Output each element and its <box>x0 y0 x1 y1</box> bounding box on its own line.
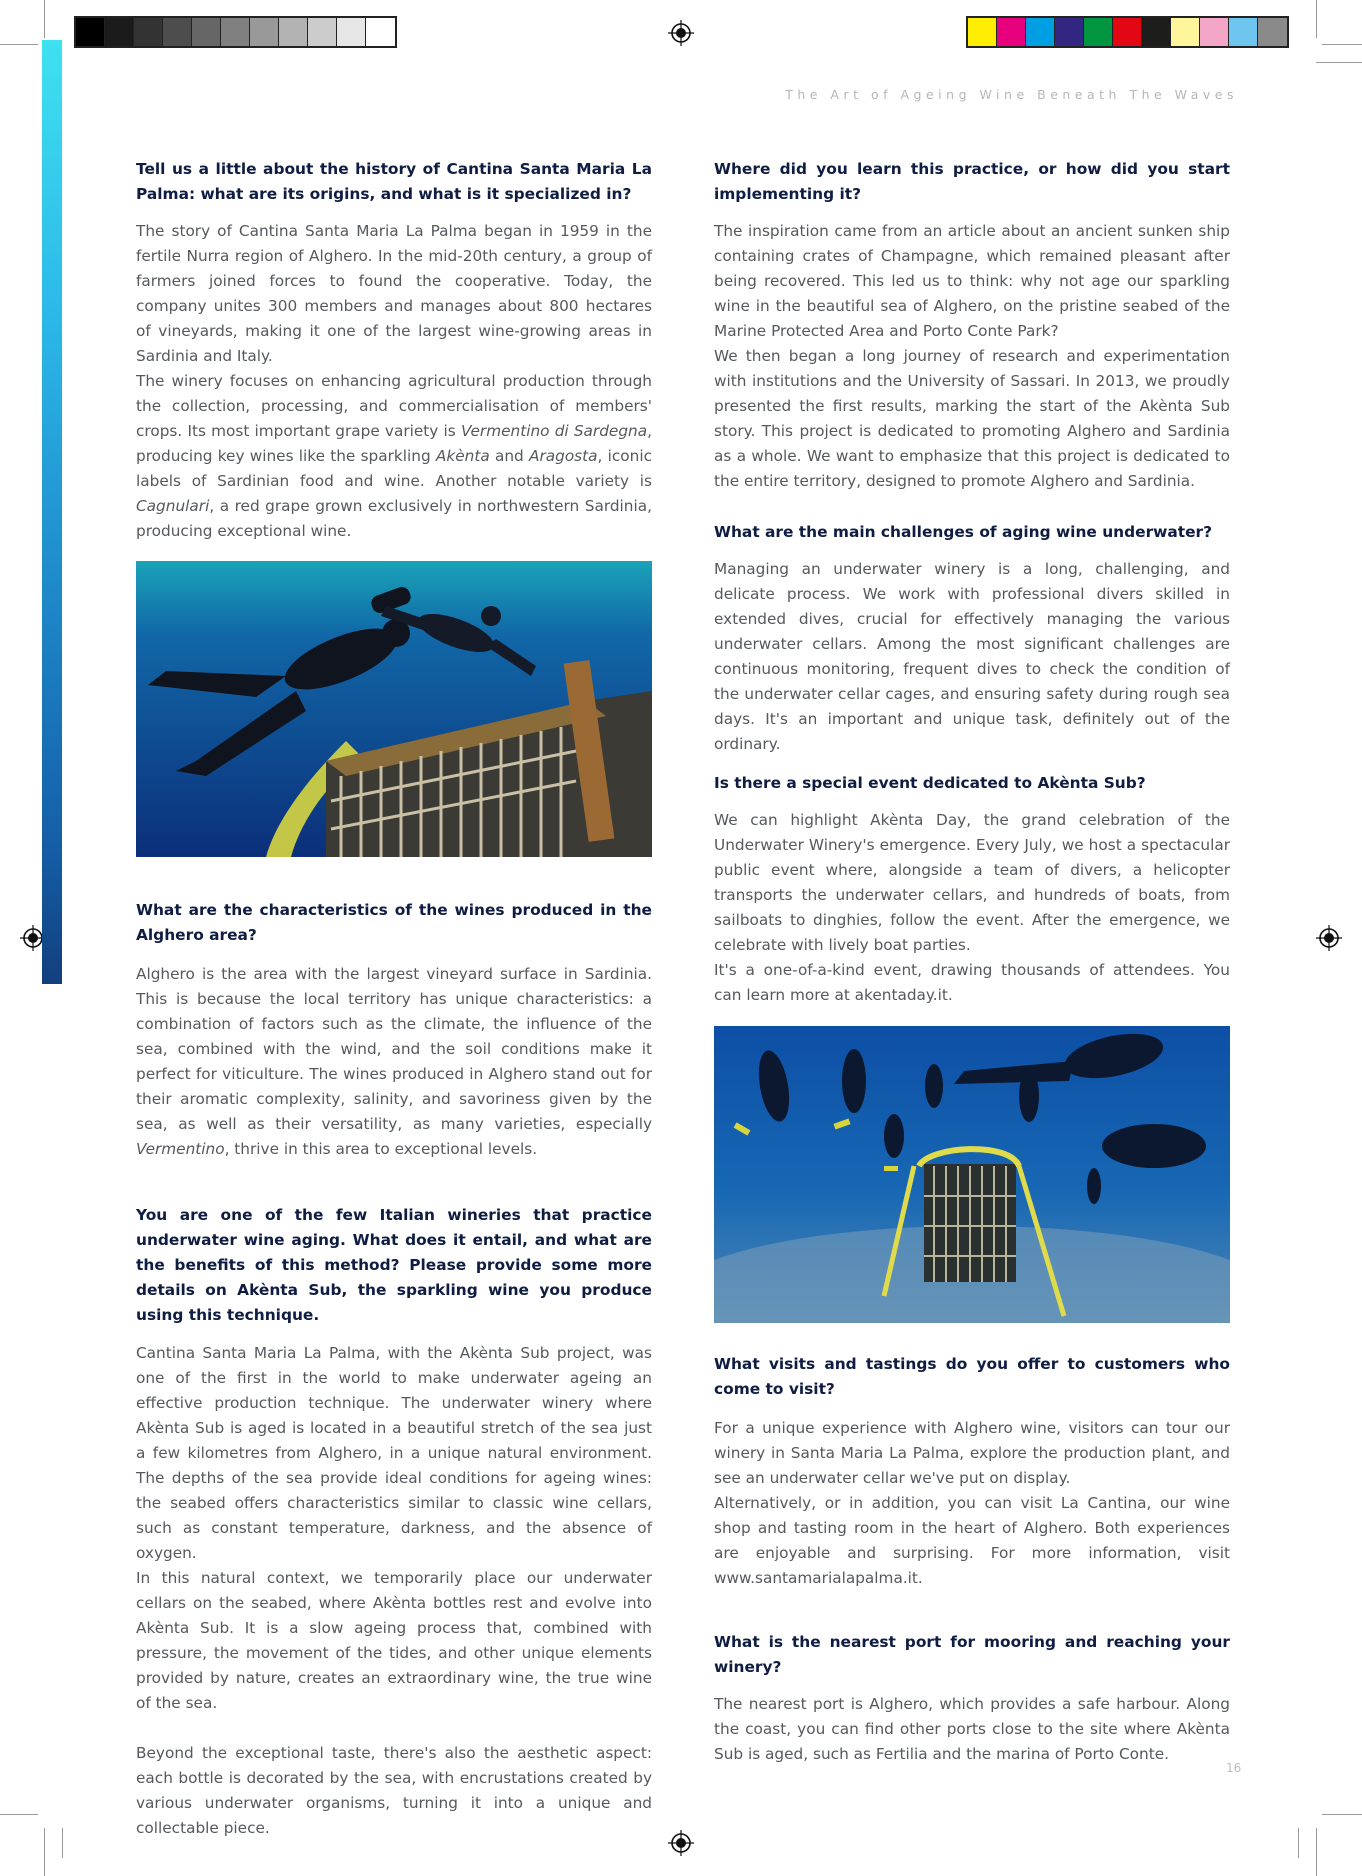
swatch <box>76 18 105 46</box>
swatch <box>1113 18 1142 46</box>
right-column <box>714 157 1230 494</box>
swatch <box>134 18 163 46</box>
swatch <box>997 18 1026 46</box>
answer-paragraph: The nearest port is Alghero, which provides a safe harbour. Along the coast, you can find other ports close to the site where Akènta Sub is aged, such as Fertilia and the marina of Porto Conte. <box>714 1695 1230 1763</box>
answer-paragraph: Alternatively, or in addition, you can visit La Cantina, our wine shop and tasting room in the heart of Alghero. Both experiences are enjoyable and surprising. For more information, visit www.santamarialapalma.it. <box>714 1494 1230 1587</box>
swatch <box>1200 18 1229 46</box>
swatch <box>337 18 366 46</box>
crop-mark <box>44 0 45 38</box>
answer-paragraph: In this natural context, we temporarily place our underwater cellars on the seabed, where Akènta bottles rest and evolve into Akènta Sub. It is a slow ageing process that, combined with pressure, the movement of the tides, and other unique elements provided by nature, creates an extraordinary wine, the true wine of the sea. <box>136 1569 652 1712</box>
crop-mark <box>1298 1828 1299 1858</box>
question-heading: Is there a special event dedicated to Akènta Sub? <box>714 774 1146 792</box>
question-heading: Where did you learn this practice, or how did you start implementing it? <box>714 160 1230 203</box>
swatch <box>1229 18 1258 46</box>
swatch <box>308 18 337 46</box>
swatch <box>279 18 308 46</box>
grayscale-color-bar <box>74 16 397 48</box>
swatch <box>968 18 997 46</box>
swatch <box>221 18 250 46</box>
crop-mark <box>1316 62 1362 63</box>
crop-mark <box>1322 44 1362 45</box>
swatch <box>105 18 134 46</box>
swatch <box>1026 18 1055 46</box>
question-heading: Tell us a little about the history of Cantina Santa Maria La Palma: what are its origins, and what is it specialized in? <box>136 160 652 203</box>
right-column-4 <box>714 1352 1230 1591</box>
swatch <box>163 18 192 46</box>
answer-paragraph: We can highlight Akènta Day, the grand celebration of the Underwater Winery's emergence. Every July, we host a spectacular public event where, alongside a team of divers, a helicopter transports the underwater cellars, and hundreds of boats, from sailboats to dinghies, follow the event. After the emergence, we celebrate with lively boat parties. <box>714 811 1230 954</box>
right-column-5 <box>714 1630 1230 1767</box>
running-head: The Art of Ageing Wine Beneath The Waves <box>785 87 1238 102</box>
answer-paragraph: Beyond the exceptional taste, there's also the aesthetic aspect: each bottle is decorated by the sea, with encrustations created by various underwater organisms, turning it into a unique and collectable piece. <box>136 1744 652 1837</box>
crop-mark <box>1316 0 1317 38</box>
answer-paragraph: The inspiration came from an article about an ancient sunken ship containing crates of Champagne, which remained pleasant after being recovered. This led us to think: why not age our sparkling wine in the beautiful sea of Alghero, on the pristine seabed of the Marine Protected Area and Porto Conte Park? <box>714 222 1230 340</box>
crop-mark <box>1316 1828 1317 1876</box>
answer-paragraph: Alghero is the area with the largest vineyard surface in Sardinia. This is because the local territory has unique characteristics: a combination of factors such as the climate, the influence of the sea, combined with the wind, and the soil conditions make it perfect for viticulture. The wines produced in Alghero stand out for their aromatic complexity, salinity, and savoriness given by the sea, as well as their versatility, as many varieties, especially Vermentino, thrive in this area to exceptional levels. <box>136 965 652 1158</box>
left-column-3 <box>136 1203 652 1841</box>
swatch <box>366 18 395 46</box>
crop-mark <box>62 1828 63 1858</box>
swatch <box>1258 18 1287 46</box>
crop-mark <box>44 1828 45 1876</box>
left-column-2 <box>136 898 652 1162</box>
answer-paragraph: The winery focuses on enhancing agricultural production through the collection, processing, and commercialisation of members' crops. Its most important grape variety is Vermentino di Sardegna, producing key wines like the sparkling Akènta and Aragosta, iconic labels of Sardinian food and wine. Another notable variety is Cagnulari, a red grape grown exclusively in northwestern Sardinia, producing exceptional wine. <box>136 372 652 540</box>
swatch <box>1142 18 1171 46</box>
registration-mark-icon <box>668 20 694 46</box>
answer-paragraph: Cantina Santa Maria La Palma, with the Akènta Sub project, was one of the first in the world to make underwater ageing an effective production technique. The underwater winery where Akènta Sub is aged is located in a beautiful stretch of the sea just a few kilometres from Alghero, in a unique natural environment. The depths of the sea provide ideal conditions for ageing wines: the seabed offers characteristics similar to classic wine cellars, such as constant temperature, darkness, and the absence of oxygen. <box>136 1344 652 1562</box>
swatch <box>1084 18 1113 46</box>
right-column-3 <box>714 771 1230 1008</box>
answer-paragraph: The story of Cantina Santa Maria La Palma began in 1959 in the fertile Nurra region of Alghero. In the mid-20th century, a group of farmers joined forces to found the cooperative. Today, the company unites 300 members and manages about 800 hectares of vineyards, making it one of the largest wine-growing areas in Sardinia and Italy. <box>136 222 652 365</box>
bleed-edge-strip <box>42 40 62 984</box>
swatch <box>1171 18 1200 46</box>
question-heading: What are the characteristics of the wines produced in the Alghero area? <box>136 901 652 944</box>
divers-seabed-photo <box>714 1026 1230 1323</box>
answer-paragraph: It's a one-of-a-kind event, drawing thousands of attendees. You can learn more at akentaday.it. <box>714 961 1230 1004</box>
registration-mark-icon <box>1316 925 1342 951</box>
answer-paragraph: We then began a long journey of research and experimentation with institutions and the University of Sassari. In 2013, we proudly presented the first results, marking the start of the Akènta Sub story. This project is dedicated to promoting Alghero and Sardinia as a whole. We want to emphasize that this project is dedicated to the entire territory, designed to promote Alghero and Sardinia. <box>714 347 1230 490</box>
process-color-bar <box>966 16 1289 48</box>
question-heading: What are the main challenges of aging wine underwater? <box>714 523 1213 541</box>
swatch <box>192 18 221 46</box>
crop-mark <box>0 1814 38 1815</box>
question-heading: What visits and tastings do you offer to customers who come to visit? <box>714 1355 1230 1398</box>
swatch <box>1055 18 1084 46</box>
swatch <box>250 18 279 46</box>
registration-mark-icon <box>668 1830 694 1856</box>
crop-mark <box>0 44 38 45</box>
page-number: 16 <box>1226 1761 1242 1775</box>
left-column <box>136 157 652 544</box>
answer-paragraph: Managing an underwater winery is a long, challenging, and delicate process. We work with professional divers skilled in extended dives, crucial for effectively managing the various underwater cellars. Among the most significant challenges are continuous monitoring, frequent dives to check the condition of the underwater cellar cages, and ensuring safety during rough sea days. It's an important and unique task, definitely out of the ordinary. <box>714 560 1230 753</box>
question-heading: You are one of the few Italian wineries that practice underwater wine aging. What does it entail, and what are the benefits of this method? Please provide some more details on Akènta Sub, the sparkling wine you produce using this technique. <box>136 1206 652 1324</box>
crop-mark <box>1322 1814 1362 1815</box>
divers-cage-photo <box>136 561 652 857</box>
answer-paragraph: For a unique experience with Alghero wine, visitors can tour our winery in Santa Maria La Palma, explore the production plant, and see an underwater cellar we've put on display. <box>714 1419 1230 1487</box>
right-column-2 <box>714 520 1230 757</box>
question-heading: What is the nearest port for mooring and reaching your winery? <box>714 1633 1230 1676</box>
